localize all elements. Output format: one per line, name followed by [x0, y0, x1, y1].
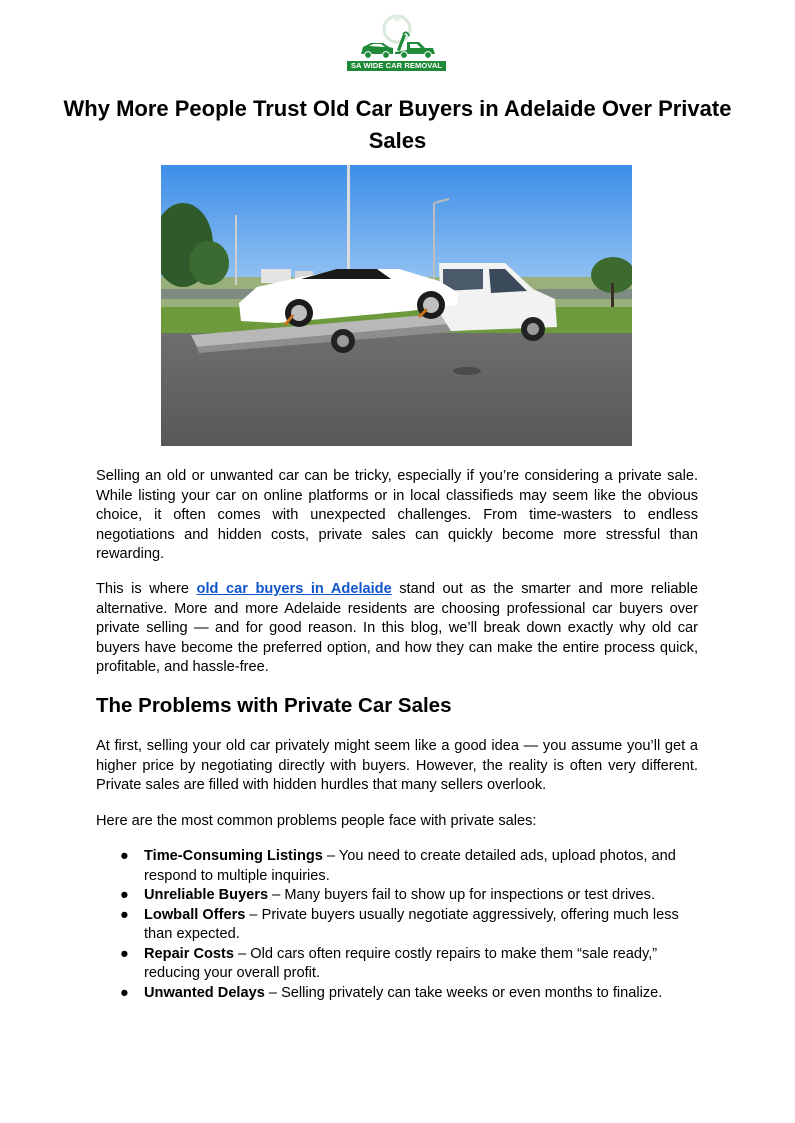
list-item-text: – Selling privately can take weeks or even months to finalize.: [264, 984, 663, 1001]
intro-paragraph-2-rest: stand out as the smarter and more reliable alternative. More and more Adelaide residents are choosing professional car buyers over private selling — and for good reason. In this blog, we’ll break down exactly why old car buyers have become the preferred option, and how they can make the entire process quick, profitable, and hassle-free.: [96, 581, 698, 675]
list-item-term: Time-Consuming Listings: [144, 848, 323, 864]
list-item-term: Unreliable Buyers: [144, 887, 269, 903]
list-item: [96, 847, 698, 886]
list-item-text: – Private buyers usually negotiate aggressively, offering much less than expected.: [144, 906, 679, 942]
company-logo: [347, 12, 447, 72]
bullet-icon: ●: [120, 848, 129, 864]
bullet-icon: ●: [120, 984, 129, 1001]
intro-paragraph-1: Selling an old or unwanted car can be tricky, especially if you’re considering a private sale. While listing your car on online platforms or in local classifieds may seem like the obvious choice, it often comes with unexpected challenges. From time-wasters to endless negotiations and hidden costs, private sales can quickly become more stressful than rewarding.: [96, 468, 698, 562]
tow-truck-photo: [161, 165, 632, 446]
page-title: Why More People Trust Old Car Buyers in Adelaide Over Private Sales: [63, 96, 732, 153]
old-car-buyers-link[interactable]: old car buyers in Adelaide: [196, 581, 392, 597]
bullet-icon: ●: [120, 906, 129, 923]
list-item-term: Repair Costs: [144, 945, 235, 962]
list-item-term: Unwanted Delays: [144, 984, 265, 1001]
list-item: [96, 945, 698, 984]
section-paragraph-1: At first, selling your old car privately might seem like a good idea — you assume you’ll get a higher price by negotiating directly with buyers. However, the reality is often very different. Private sales are filled with hidden hurdles that many sellers overlook.: [96, 738, 698, 793]
list-item-text: – Old cars often require costly repairs to make them “sale ready,” reducing your overall profit.: [144, 945, 658, 981]
list-item: [96, 906, 698, 945]
bullet-icon: ●: [120, 887, 129, 903]
intro-paragraph-2-lead: This is where: [96, 581, 197, 597]
section-heading: The Problems with Private Car Sales: [96, 694, 452, 717]
intro-paragraph-2: [96, 580, 698, 678]
list-item-text: – You need to create detailed ads, upload photos, and respond to multiple inquiries.: [144, 848, 676, 884]
section-paragraph-2: Here are the most common problems people face with private sales:: [96, 813, 537, 829]
bullet-icon: ●: [120, 945, 129, 962]
list-item: [96, 886, 698, 906]
list-item-term: Lowball Offers: [144, 906, 246, 923]
tow-truck-logo-icon: [347, 12, 447, 62]
list-item: [96, 984, 698, 1004]
list-item-text: – Many buyers fail to show up for inspections or test drives.: [268, 887, 656, 903]
problems-list: [96, 847, 698, 1003]
logo-wordmark: SA WIDE CAR REMOVAL: [347, 61, 446, 71]
